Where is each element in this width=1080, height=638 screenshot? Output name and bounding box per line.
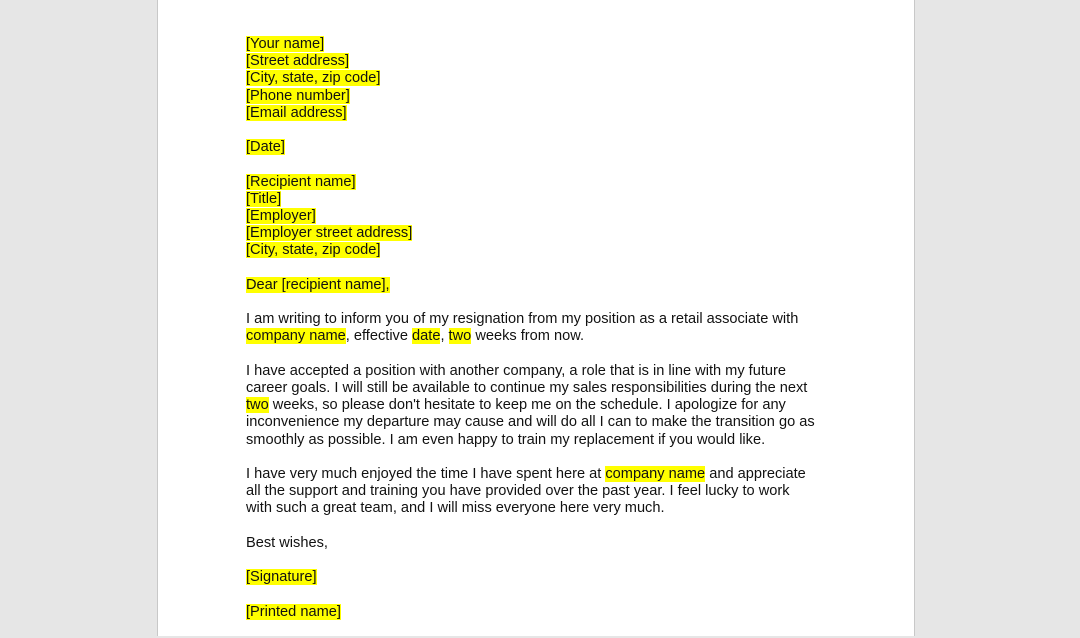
p2-line-4: inconvenience my departure may cause and will do all I can to make the transition go as [246, 414, 815, 431]
p1-line-1: I am writing to inform you of my resignation from my position as a retail associate with [246, 311, 799, 328]
recipient-title: [Title] [246, 190, 282, 207]
p3-company: company name [605, 465, 706, 482]
recipient-block [246, 174, 846, 260]
sender-name: [Your name] [246, 36, 325, 52]
letter-body[interactable] [246, 36, 846, 621]
recipient-street: [Employer street address] [246, 225, 413, 242]
p2-line-5: smoothly as possible. I am even happy to train my replacement if you would like. [246, 431, 766, 448]
p1-text-2: , [440, 328, 449, 345]
sender-city: [City, state, zip code] [246, 70, 381, 87]
p3-line-1b: and appreciate [705, 465, 806, 482]
p1-text-1: , effective [345, 328, 413, 345]
p3-line-1a: I have very much enjoyed the time I have spent here at [246, 465, 606, 482]
closing: Best wishes, [246, 534, 328, 551]
p2-line-2: career goals. I will still be available to continue my sales responsibilities during the next [246, 379, 808, 396]
recipient-employer: [Employer] [246, 208, 316, 224]
paragraph-2 [246, 363, 846, 449]
recipient-name: [Recipient name] [246, 173, 356, 190]
p3-line-2: all the support and training you have provided over the past year. I feel lucky to work [246, 483, 790, 500]
sender-phone: [Phone number] [246, 87, 350, 104]
p3-line-3: with such a great team, and I will miss everyone here very much. [246, 500, 665, 517]
p2-line-3: weeks, so please don't hesitate to keep me on the schedule. I apologize for any [268, 397, 786, 414]
letter-date: [Date] [246, 139, 285, 156]
document-page [157, 0, 915, 636]
printed-name: [Printed name] [246, 603, 341, 620]
p1-text-3: weeks from now. [471, 328, 585, 345]
p2-two: two [246, 397, 269, 414]
p2-line-1: I have accepted a position with another company, a role that is in line with my future [246, 362, 786, 379]
paragraph-1 [246, 311, 846, 345]
p1-date: date [412, 328, 441, 345]
salutation: Dear [recipient name], [246, 276, 390, 293]
p1-company: company name [246, 328, 346, 345]
sender-street: [Street address] [246, 53, 350, 70]
p1-two: two [448, 328, 472, 345]
recipient-city: [City, state, zip code] [246, 242, 381, 259]
sender-block [246, 36, 846, 122]
paragraph-3 [246, 466, 846, 518]
sender-email: [Email address] [246, 104, 347, 121]
signature: [Signature] [246, 569, 317, 586]
